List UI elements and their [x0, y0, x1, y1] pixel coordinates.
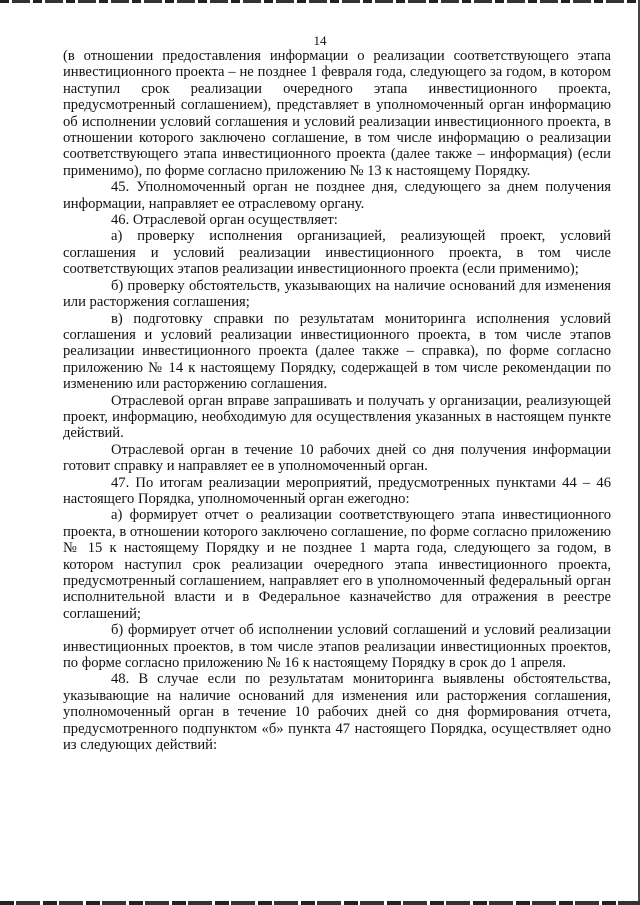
paragraph-continuation: (в отношении предоставления информации о реализации соответствующего этапа инвестиционного проекта – не позднее 1 февраля года, следующего за годом, в котором наступил срок реализации очередного этапа инвестиционного проекта, предусмотренный соглашением), представляет в уполномоченный орган информацию об исполнении условий соглашения и условий реализации инвестиционного проекта, в отношении которого заключено соглашение, в том числе информацию о реализации соответствующего этапа инвестиционного проекта (далее также – информация) (если применимо), по форме согласно приложению № 13 к настоящему Порядку.	[63, 48, 611, 179]
paragraph-47-a: а) формирует отчет о реализации соответствующего этапа инвестиционного проекта, в отношении которого заключено соглашение, по форме согласно приложению № 15 к настоящему Порядку и не позднее 1 марта года, следующего за годом, в котором наступил срок реализации очередного этапа инвестиционного проекта, предусмотренный соглашением, направляет его в уполномоченный федеральный орган исполнительной власти и в Федеральное казначейство для отражения в реестре соглашений;	[63, 507, 611, 622]
document-body	[63, 48, 611, 753]
paragraph-46-b: б) проверку обстоятельств, указывающих на наличие оснований для изменения или расторжения соглашения;	[63, 277, 611, 311]
scan-edge-top	[0, 0, 640, 3]
paragraph-47-b: б) формирует отчет об исполнении условий соглашений и условий реализации инвестиционных проектов, в том числе этапов реализации инвестиционных проектов, по форме согласно приложению № 16 к настоящему Порядку в срок до 1 апреля.	[63, 622, 611, 672]
page-number: 14	[313, 33, 327, 48]
paragraph-46-deadline: Отраслевой орган в течение 10 рабочих дней со дня получения информации готовит справку и направляет ее в уполномоченный орган.	[63, 441, 611, 475]
paragraph-46-v: в) подготовку справки по результатам мониторинга исполнения условий соглашения и условий реализации инвестиционного проекта, в том числе этапов реализации инвестиционного проекта (далее также – справка), по форме согласно приложению № 14 к настоящему Порядку, содержащей в том числе рекомендации по изменению или расторжению соглашения.	[63, 310, 611, 393]
scan-edge-bottom	[0, 901, 640, 905]
paragraph-46-rights: Отраслевой орган вправе запрашивать и получать у организации, реализующей проект, информацию, необходимую для осуществления указанных в настоящем пункте действий.	[63, 392, 611, 442]
paragraph-46: 46. Отраслевой орган осуществляет:	[111, 212, 338, 229]
paragraph-46-a: а) проверку исполнения организацией, реализующей проект, условий соглашения и условий реализации инвестиционного проекта, в том числе соответствующих этапов реализации инвестиционного проекта (если применимо);	[63, 228, 611, 278]
paragraph-45: 45. Уполномоченный орган не позднее дня, следующего за днем получения информации, направляет ее отраслевому органу.	[63, 179, 611, 212]
paragraph-48: 48. В случае если по результатам мониторинга выявлены обстоятельства, указывающие на наличие оснований для изменения или расторжения соглашения, уполномоченный орган в течение 10 рабочих дней со дня формирования отчета, предусмотренного подпунктом «б» пункта 47 настоящего Порядка, осуществляет одно из следующих действий:	[63, 671, 611, 754]
paragraph-47: 47. По итогам реализации мероприятий, предусмотренных пунктами 44 – 46 настоящего Порядка, уполномоченный орган ежегодно:	[63, 474, 611, 507]
